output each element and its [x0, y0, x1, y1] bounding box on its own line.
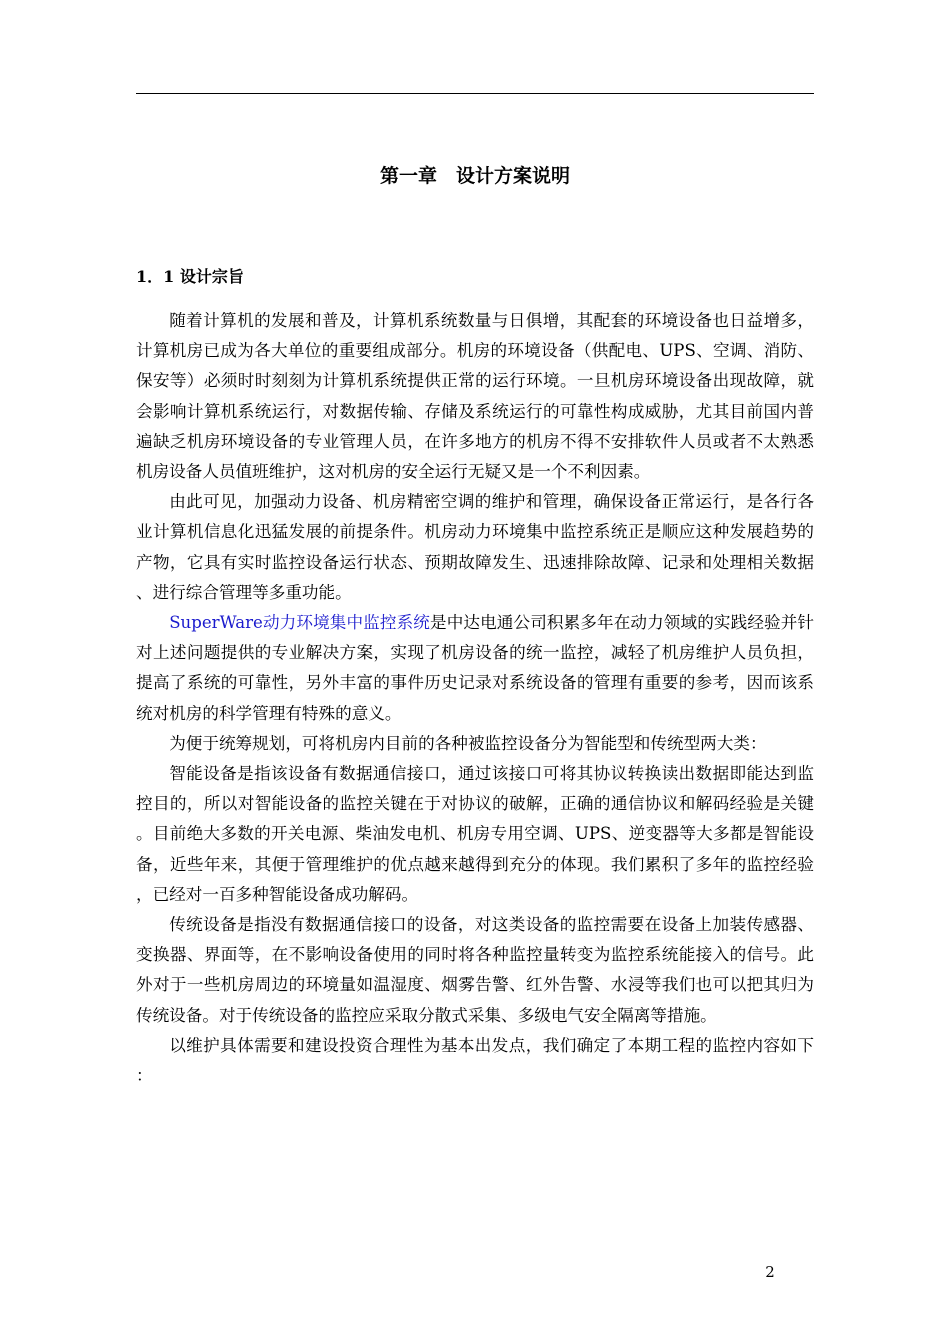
product-name: SuperWare动力环境集中监控系统: [169, 613, 430, 633]
chapter-title: 第一章 设计方案说明: [379, 165, 570, 187]
paragraph-1: 随着计算机的发展和普及，计算机系统数量与日俱增，其配套的环境设备也日益增多，计算机房已成为各大单位的重要组成部分。机房的环境设备（供配电、UPS、空调、消防、保安等）必须时时刻刻为计算机系统提供正常的运行环境。一旦机房环境设备出现故障，就会影响计算机系统运行，对数据传输、存储及系统运行的可靠性构成威胁，尤其目前国内普遍缺乏机房环境设备的专业管理人员，在许多地方的机房不得不安排软件人员或者不太熟悉机房设备人员值班维护，这对机房的安全运行无疑又是一个不利因素。: [136, 311, 814, 482]
paragraph-6: 传统设备是指没有数据通信接口的设备，对这类设备的监控需要在设备上加装传感器、变换器、界面等，在不影响设备使用的同时将各种监控量转变为监控系统能接入的信号。此外对于一些机房周边的环境量如温湿度、烟雾告警、红外告警、水浸等我们也可以把其归为传统设备。对于传统设备的监控应采取分散式采集、多级电气安全隔离等措施。: [136, 915, 814, 1025]
section-heading: 1．1 设计宗旨: [136, 267, 244, 286]
paragraph-5: 智能设备是指该设备有数据通信接口，通过该接口可将其协议转换读出数据即能达到监控目的，所以对智能设备的监控关键在于对协议的破解，正确的通信协议和解码经验是关键。目前绝大多数的开关电源、柴油发电机、机房专用空调、UPS、逆变器等大多都是智能设备，近些年来，其便于管理维护的优点越来越得到充分的体现。我们累积了多年的监控经验，已经对一百多种智能设备成功解码。: [136, 764, 814, 904]
body-text: [136, 306, 814, 1091]
paragraph-3: [136, 608, 814, 729]
paragraph-2: 由此可见，加强动力设备、机房精密空调的维护和管理，确保设备正常运行，是各行各业计算机信息化迅猛发展的前提条件。机房动力环境集中监控系统正是顺应这种发展趋势的产物，它具有实时监控设备运行状态、预期故障发生、迅速排除故障、记录和处理相关数据、进行综合管理等多重功能。: [136, 492, 814, 602]
paragraph-7: 以维护具体需要和建设投资合理性为基本出发点，我们确定了本期工程的监控内容如下：: [136, 1035, 814, 1086]
paragraph-4: 为便于统筹规划，可将机房内目前的各种被监控设备分为智能型和传统型两大类：: [169, 733, 767, 753]
paragraph-3-text: 是中达电通公司积累多年在动力领域的实践经验并针对上述问题提供的专业解决方案，实现了机房设备的统一监控，减轻了机房维护人员负担，提高了系统的可靠性，另外丰富的事件历史记录对系统设备的管理有重要的参考，因而该系统对机房的科学管理有特殊的意义。: [136, 613, 815, 723]
page-number: 2: [765, 1263, 775, 1281]
header-rule: [136, 93, 814, 94]
